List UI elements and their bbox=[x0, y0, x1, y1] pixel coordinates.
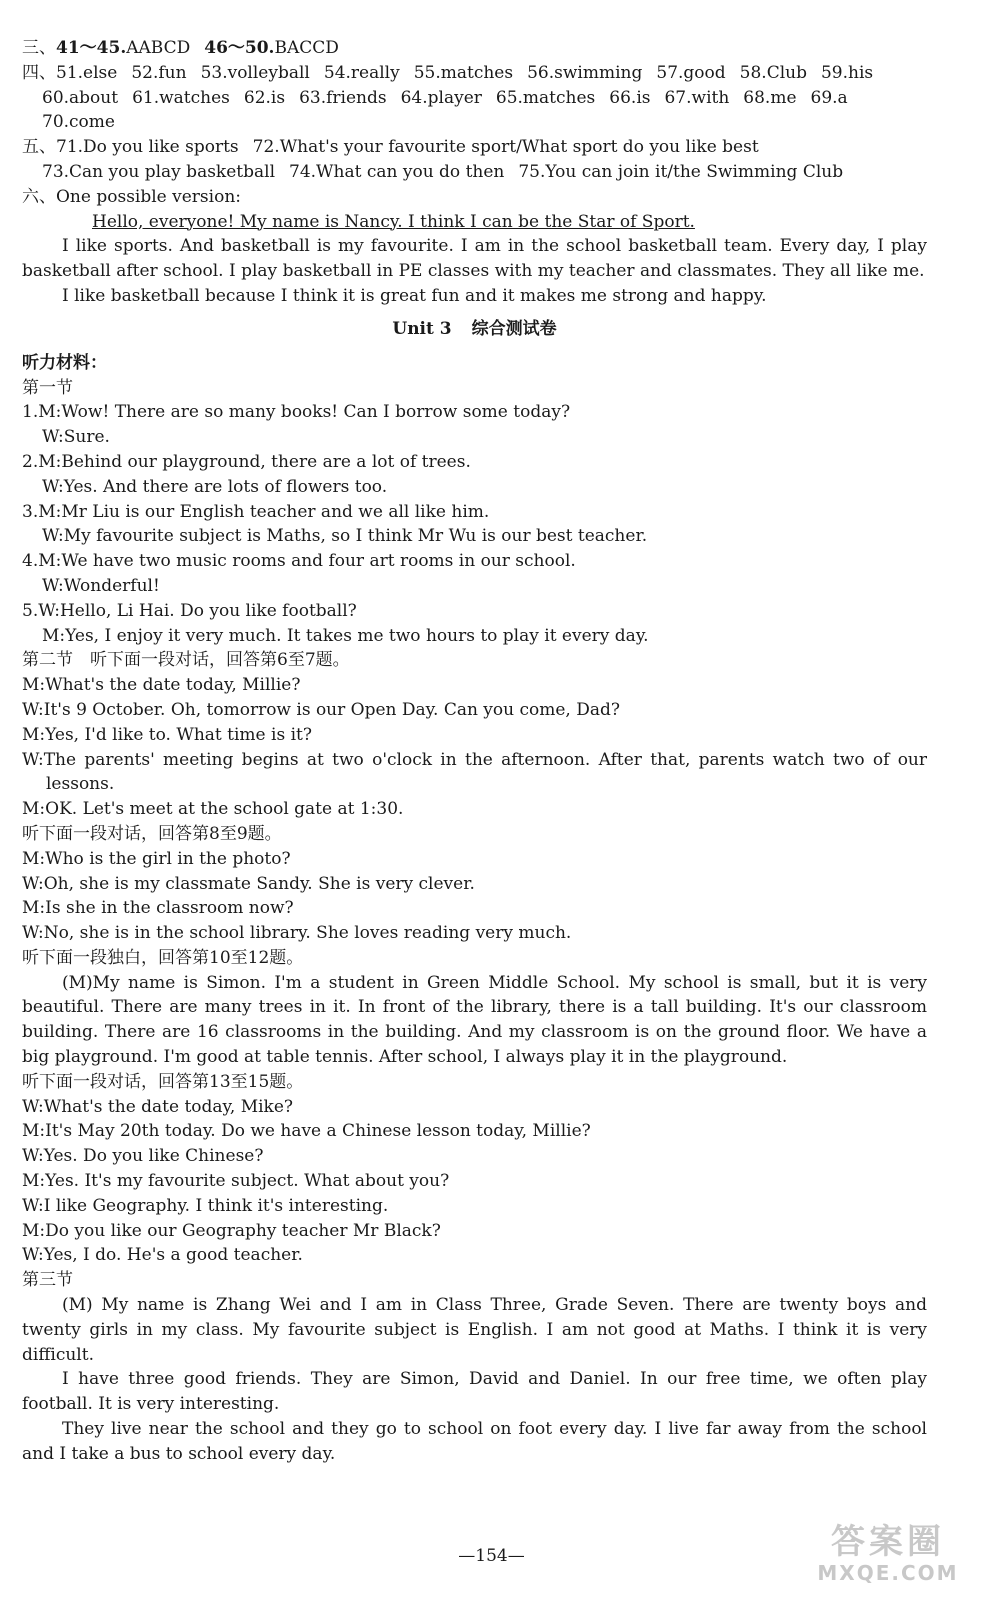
dialogue-line: 1.M:Wow! There are so many books! Can I borrow some today? bbox=[22, 402, 571, 423]
answers-section-5-line-1 bbox=[22, 135, 927, 160]
dialogue-line: M:It's May 20th today. Do we have a Chinese lesson today, Millie? bbox=[22, 1121, 591, 1142]
answer-page bbox=[22, 36, 927, 1467]
section-prefix: 五、 bbox=[22, 137, 56, 158]
monologue-paragraph: (M)My name is Simon. I'm a student in Green Middle School. My school is small, but it is very beautiful. There are many trees in it. In front of the library, there is a tall building. It's our classroom building. There are 16 classrooms in the building. And my classroom is on the ground floor. We have a big playground. I'm good at table tennis. After school, I always play it in the playground. bbox=[22, 972, 927, 1068]
dialogue-line: W:Sure. bbox=[42, 427, 110, 448]
watermark-url: MXQE.COM bbox=[817, 1561, 959, 1585]
answer-item: 62.is bbox=[243, 87, 286, 108]
watermark-text: 答案圈 bbox=[831, 1522, 945, 1562]
dialogue-line: M:Do you like our Geography teacher Mr Black? bbox=[22, 1220, 441, 1241]
page-number: —154— bbox=[458, 1546, 525, 1566]
dialogue-line: 3.M:Mr Liu is our English teacher and we all like him. bbox=[22, 501, 490, 522]
answer-item: 58.Club bbox=[739, 62, 807, 83]
unit-title bbox=[22, 315, 927, 343]
answers-section-5-line-2 bbox=[22, 160, 927, 185]
answer-item: 63.friends bbox=[299, 87, 387, 108]
dialogue-line: W:My favourite subject is Maths, so I think Mr Wu is our best teacher. bbox=[42, 526, 648, 547]
dialogue-line: W:No, she is in the school library. She loves reading very much. bbox=[22, 923, 572, 944]
answer-item: 53.volleyball bbox=[200, 62, 310, 83]
essay-paragraph: I like sports. And basketball is my favourite. I am in the school basketball team. Every day, I play basketball after school. I play basketball in PE classes with my teacher and classmates. They all like me. bbox=[22, 236, 927, 282]
dialogue-line: W:Yes. And there are lots of flowers too. bbox=[42, 476, 388, 497]
unit-name: Unit 3 bbox=[392, 318, 452, 339]
intro-text: One possible version: bbox=[56, 186, 241, 207]
answers-section-4-line-1 bbox=[22, 61, 927, 86]
answer-item: 75.You can join it/the Swimming Club bbox=[518, 161, 844, 182]
section-prefix: 四、 bbox=[22, 62, 56, 83]
answer-item: 64.player bbox=[400, 87, 482, 108]
answer-item: 56.swimming bbox=[527, 62, 643, 83]
watermark-logo bbox=[813, 1522, 963, 1592]
monologue-paragraph: (M) My name is Zhang Wei and I am in Class Three, Grade Seven. There are twenty boys and twenty girls in my class. My favourite subject is English. I am not good at Maths. I think it is very difficult. bbox=[22, 1295, 927, 1365]
monologue-paragraph: I have three good friends. They are Simon, David and Daniel. In our free time, we often play football. It is very interesting. bbox=[22, 1369, 927, 1415]
part-heading: 听下面一段对话，回答第13至15题。 bbox=[22, 1071, 304, 1092]
answers-section-4-line-3 bbox=[22, 110, 927, 135]
answer-item: 71.Do you like sports bbox=[56, 137, 239, 158]
dialogue-line: M:OK. Let's meet at the school gate at 1:30. bbox=[22, 799, 404, 820]
answer-text: BACCD bbox=[274, 38, 339, 58]
answer-item: 69.a bbox=[810, 87, 848, 108]
dialogue-line: M:Yes, I enjoy it very much. It takes me two hours to play it every day. bbox=[42, 625, 649, 646]
dialogue-line: M:Yes, I'd like to. What time is it? bbox=[22, 724, 312, 745]
listening-heading: 听力材料： bbox=[22, 352, 107, 373]
dialogue-line: M:What's the date today, Millie? bbox=[22, 675, 301, 696]
answer-item: 61.watches bbox=[132, 87, 230, 108]
dialogue-line: M:Is she in the classroom now? bbox=[22, 898, 294, 919]
answer-text: AABCD bbox=[126, 38, 191, 58]
answer-item: 59.his bbox=[820, 62, 874, 83]
essay-underlined-line: Hello, everyone! My name is Nancy. I think I can be the Star of Sport. bbox=[92, 211, 695, 232]
answer-item: 51.else bbox=[56, 62, 118, 83]
answers-section-6-intro bbox=[22, 185, 927, 210]
dialogue-line: M:Who is the girl in the photo? bbox=[22, 848, 291, 869]
answer-item: 66.is bbox=[609, 87, 651, 108]
answer-item: 72.What's your favourite sport/What sport do you like best bbox=[252, 137, 759, 158]
answer-item: 65.matches bbox=[495, 87, 596, 108]
dialogue-line: 5.W:Hello, Li Hai. Do you like football? bbox=[22, 600, 357, 621]
answer-item: 73.Can you play basketball bbox=[42, 161, 276, 182]
dialogue-line: W:It's 9 October. Oh, tomorrow is our Open Day. Can you come, Dad? bbox=[22, 699, 621, 720]
dialogue-line: W:I like Geography. I think it's interesting. bbox=[22, 1195, 389, 1216]
dialogue-line: 4.M:We have two music rooms and four art rooms in our school. bbox=[22, 551, 576, 572]
part-heading: 第一节 bbox=[22, 377, 73, 398]
answer-item: 57.good bbox=[656, 62, 726, 83]
answer-item: 55.matches bbox=[413, 62, 514, 83]
answer-item: 67.with bbox=[664, 87, 730, 108]
monologue-paragraph: They live near the school and they go to school on foot every day. I live far away from the school and I take a bus to school every day. bbox=[22, 1419, 927, 1464]
range-label: 46～50. bbox=[204, 38, 275, 58]
dialogue-line: M:Yes. It's my favourite subject. What about you? bbox=[22, 1171, 450, 1192]
dialogue-line: W:The parents' meeting begins at two o'clock in the afternoon. After that, parents watch two of our lessons. bbox=[22, 749, 927, 795]
part-heading: 听下面一段独白，回答第10至12题。 bbox=[22, 947, 304, 968]
part-heading: 第二节 听下面一段对话，回答第6至7题。 bbox=[22, 650, 350, 671]
answer-item: 52.fun bbox=[131, 62, 187, 83]
answer-item: 68.me bbox=[743, 87, 797, 108]
unit-subtitle: 综合测试卷 bbox=[471, 318, 557, 339]
answer-item: 74.What can you do then bbox=[289, 161, 505, 182]
essay-paragraph: I like basketball because I think it is great fun and it makes me strong and happy. bbox=[62, 285, 767, 306]
dialogue-line: 2.M:Behind our playground, there are a lot of trees. bbox=[22, 451, 471, 472]
dialogue-line: W:Yes, I do. He's a good teacher. bbox=[22, 1245, 303, 1266]
range-label: 41～45. bbox=[56, 38, 127, 58]
answer-item: 60.about bbox=[42, 87, 119, 108]
dialogue-line: W:Wonderful! bbox=[42, 575, 160, 596]
dialogue-line: W:Yes. Do you like Chinese? bbox=[22, 1146, 264, 1167]
part-heading: 第三节 bbox=[22, 1270, 73, 1291]
part-heading: 听下面一段对话，回答第8至9题。 bbox=[22, 823, 282, 844]
section-prefix: 三、 bbox=[22, 38, 56, 58]
dialogue-line: W:What's the date today, Mike? bbox=[22, 1096, 294, 1117]
answers-section-4-line-2 bbox=[22, 86, 927, 111]
answer-item: 54.really bbox=[323, 62, 400, 83]
answers-section-3 bbox=[22, 36, 927, 61]
dialogue-line: W:Oh, she is my classmate Sandy. She is very clever. bbox=[22, 873, 475, 894]
answer-item: 70.come bbox=[42, 112, 115, 133]
section-prefix: 六、 bbox=[22, 186, 56, 207]
